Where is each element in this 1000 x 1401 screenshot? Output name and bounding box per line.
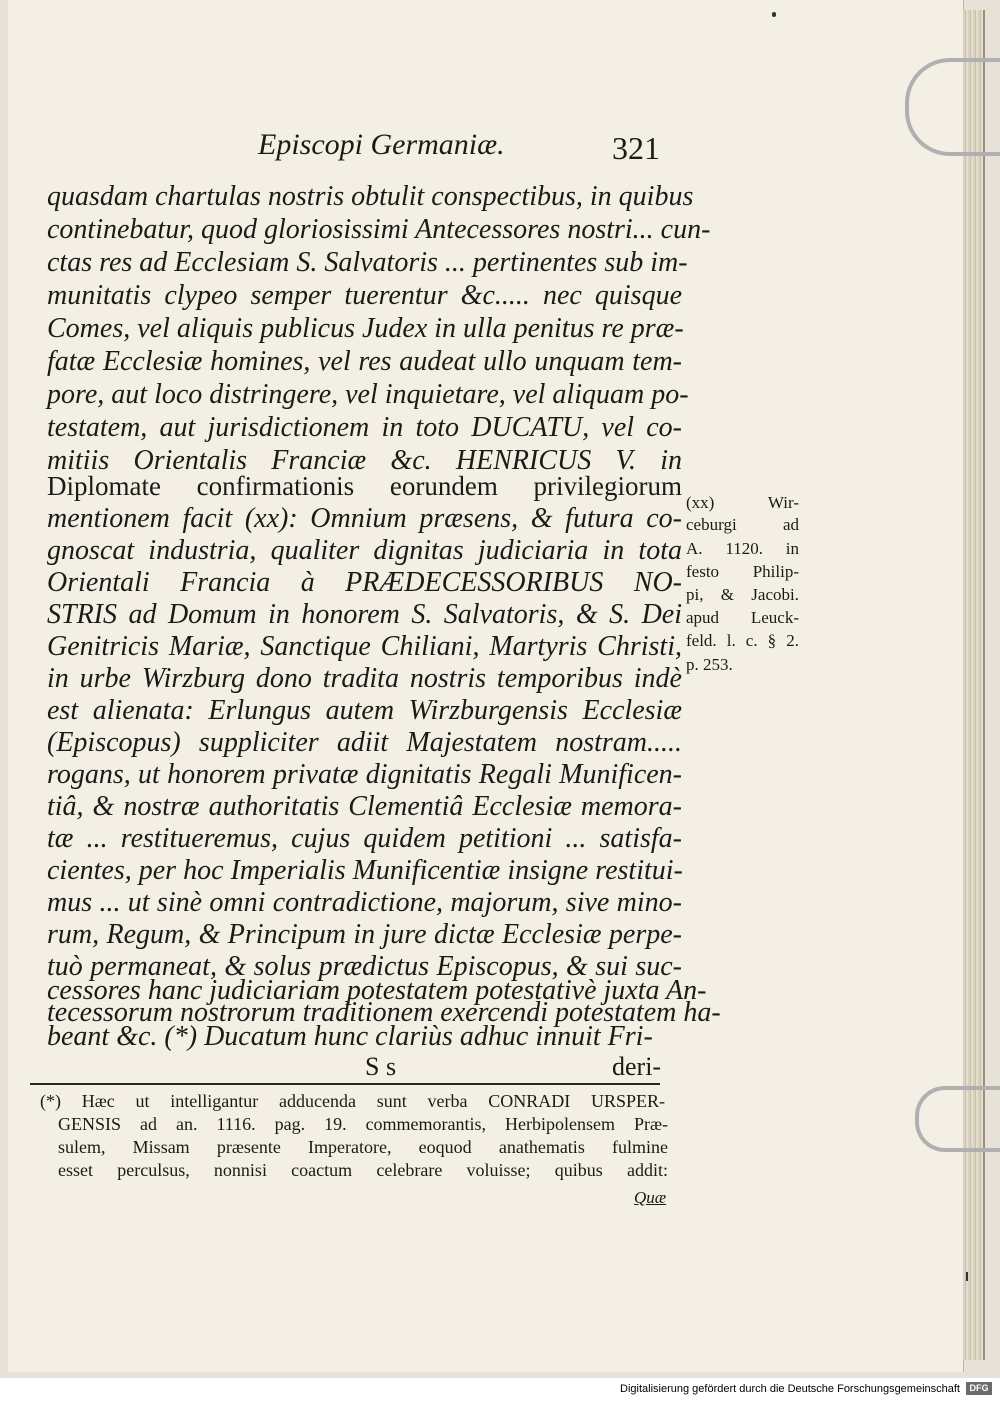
text-line: testatem, aut jurisdictionem in toto DUCATU, vel co- — [47, 412, 682, 443]
text-line: in urbe Wirzburg dono tradita nostris temporibus indè — [47, 663, 682, 694]
footnote-line: sulem, Missam præsente Imperatore, eoquod anathematis fulmine — [58, 1137, 668, 1157]
text-line: beant &c. (*) Ducatum hunc clariùs adhuc innuit Fri- — [47, 1021, 653, 1052]
text-line: mitiis Orientalis Franciæ &c. HENRICUS V. in — [47, 445, 682, 476]
page-number: 321 — [612, 130, 660, 166]
text-line: Genitricis Mariæ, Sanctique Chiliani, Martyris Christi, — [47, 631, 682, 662]
margin-line: p. 253. — [686, 655, 733, 674]
paper-clip-bottom-icon — [915, 1086, 1000, 1152]
dust-speck — [772, 12, 776, 17]
dust-mark — [966, 1272, 968, 1281]
margin-line: (xx) Wir- — [686, 493, 799, 512]
margin-line: A. 1120. in — [686, 539, 799, 558]
footnote-line: GENSIS ad an. 1116. pag. 19. commemorantis, Herbipolensem Præ- — [58, 1114, 668, 1134]
text-line: STRIS ad Domum in honorem S. Salvatoris, & S. Dei — [47, 599, 682, 630]
footnote-line: esset perculsus, nonnisi coactum celebrare voluisse; quibus addit: — [58, 1160, 668, 1180]
margin-line: feld. l. c. § 2. — [686, 631, 799, 650]
text-line: mus ... ut sinè omni contradictione, majorum, sive mino- — [47, 887, 682, 918]
text-line: continebatur, quod gloriosissimi Antecessores nostri... cun- — [47, 214, 711, 245]
margin-line: apud Leuck- — [686, 608, 799, 627]
footnote-rule — [30, 1083, 660, 1085]
text-line: ctas res ad Ecclesiam S. Salvatoris ... pertinentes sub im- — [47, 247, 688, 278]
page-edges — [963, 10, 985, 1360]
signature-mark: S s — [365, 1052, 397, 1081]
dfg-logo-icon: DFG — [966, 1382, 992, 1395]
text-line: tecessorum nostrorum traditionem exercendi potestatem ha- — [47, 997, 721, 1028]
text-line: fatæ Ecclesiæ homines, vel res audeat ullo unquam tem- — [47, 346, 682, 377]
paper-clip-top-icon — [905, 58, 1000, 156]
text-line: gnoscat industria, qualiter dignitas judiciaria in tota — [47, 535, 682, 566]
text-line: Comes, vel aliquis publicus Judex in ulla penitus re præ- — [47, 313, 684, 344]
text-line: (Episcopus) suppliciter adiit Majestatem nostram..... — [47, 727, 682, 758]
text-line: rum, Regum, & Principum in jure dictæ Ecclesiæ perpe- — [47, 919, 682, 950]
footnote-line: (*) Hæc ut intelligantur adducenda sunt verba CONRADI URSPER- — [40, 1091, 665, 1111]
text-line: tuò permaneat, & solus prædictus Episcopus, & sui suc- — [47, 951, 682, 982]
footnote-catchword: Quæ — [634, 1188, 667, 1207]
text-line: est alienata: Erlungus autem Wirzburgensis Ecclesiæ — [47, 695, 682, 726]
text-line: munitatis clypeo semper tuerentur &c..... nec quisque — [47, 280, 682, 311]
margin-line: festo Philip- — [686, 562, 799, 581]
text-line: tiâ, & nostræ authoritatis Clementiâ Ecclesiæ memora- — [47, 791, 682, 822]
text-line: cessores hanc judiciariam potestatem potestativè juxta An- — [47, 975, 707, 1006]
text-line: cientes, per hoc Imperialis Munificentiæ insigne restitui- — [47, 855, 683, 886]
text-line: Orientali Francia à PRÆDECESSORIBUS NO- — [47, 567, 682, 598]
running-title: Episcopi Germaniæ. — [258, 128, 505, 161]
funding-credit: Digitalisierung gefördert durch die Deutsche Forschungsgemeinschaft — [620, 1383, 960, 1395]
catchword: deri- — [612, 1052, 662, 1081]
text-line: Diplomate confirmationis eorundem privilegiorum — [47, 471, 682, 501]
text-line: mentionem facit (xx): Omnium præsens, & futura co- — [47, 503, 682, 534]
text-line: quasdam chartulas nostris obtulit conspectibus, in quibus — [47, 181, 694, 212]
text-line: pore, aut loco distringere, vel inquietare, vel aliquam po- — [47, 379, 689, 410]
text-line: rogans, ut honorem privatæ dignitatis Regali Munificen- — [47, 759, 682, 790]
text-line: tæ ... restitueremus, cujus quidem petitioni ... satisfa- — [47, 823, 682, 854]
margin-line: ceburgi ad — [686, 515, 799, 534]
margin-line: pi, & Jacobi. — [686, 585, 799, 604]
